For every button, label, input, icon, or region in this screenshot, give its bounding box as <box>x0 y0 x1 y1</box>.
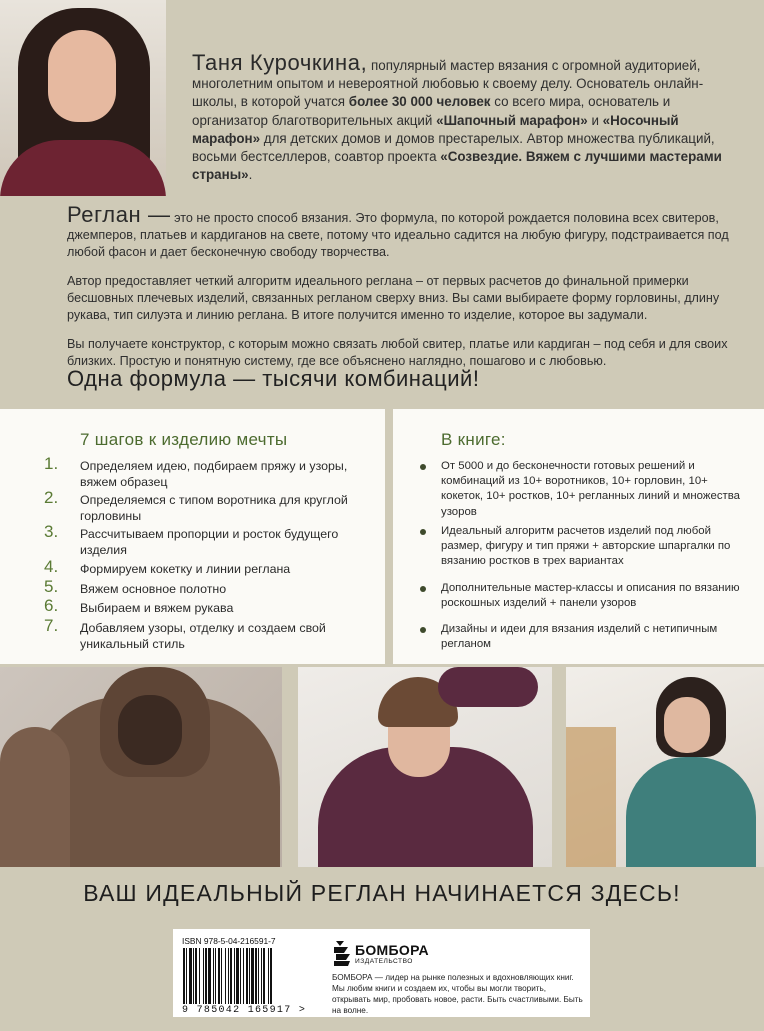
step-number: 7. <box>44 616 59 635</box>
book-features-title: В книге: <box>441 430 506 449</box>
book-feature-text: От 5000 и до бесконечности готовых решений и комбинаций из 10+ воротников, 10+ горловин, 10+ кокеток, 10+ ростков, 10+ регланных линий и множества узоров <box>441 460 740 518</box>
steps-title: 7 шагов к изделию мечты <box>80 430 288 449</box>
step-number: 6. <box>44 596 59 615</box>
step-text: Добавляем узоры, отделку и создаем свой уникальный стиль <box>80 621 326 651</box>
bullet-icon <box>420 586 426 592</box>
bullet-icon <box>420 529 426 535</box>
bio-text-2: со всего мира, основатель и организатор благотворительных акций <box>192 94 671 128</box>
reglan-section <box>67 202 747 370</box>
publisher-description: БОМБОРА — лидер на рынке полезных и вдохновляющих книг. Мы любим книги и создаем их, чтобы вы могли творить, открывать мир, пробовать новое, расти. Быть счастливыми. Быть на волне. <box>332 973 583 1015</box>
step-number: 2. <box>44 488 59 507</box>
step-text: Формируем кокетку и линии реглана <box>80 562 291 576</box>
author-photo <box>0 0 166 196</box>
isbn: ISBN 978-5-04-216591-7 <box>182 936 276 946</box>
step-number: 1. <box>44 454 59 473</box>
photo-teal-sweater <box>566 667 764 867</box>
step-text: Определяем идею, подбираем пряжу и узоры, вяжем образец <box>80 459 348 489</box>
photo-brown-sweater <box>0 667 282 867</box>
bio-text-3: для детских домов и домов престарелых. Автор множества публикаций, восьми бестселлеров, соавтор проекта <box>192 130 715 165</box>
publisher-name: БОМБОРА <box>355 942 429 958</box>
reglan-paragraph-3: Вы получаете конструктор, с которым можно связать любой свитер, платье или кардиган – под себя и для своих близких. Простую и понятную систему, где все объяснено наглядно, пошагово и с любовью. <box>67 337 728 368</box>
photo-purple-sweater <box>298 667 552 867</box>
book-feature-text: Дополнительные мастер-классы и описания по вязанию роскошных изделий + панели узоров <box>441 582 740 610</box>
step-number: 5. <box>44 577 59 596</box>
bio-campaign-socks: «Носочный марафон» <box>192 112 679 146</box>
step-text: Выбираем и вяжем рукава <box>80 601 234 615</box>
bio-students: более 30 000 человек <box>348 94 491 110</box>
barcode-digits: 9 785042 165917 > <box>182 1005 307 1016</box>
author-name: Таня Курочкина, <box>192 50 368 75</box>
step-text: Вяжем основное полотно <box>80 582 227 596</box>
book-feature-text: Дизайны и идеи для вязания изделий с нетипичным регланом <box>441 623 718 651</box>
bio-end: . <box>248 167 253 183</box>
step-number: 4. <box>44 557 59 576</box>
step-number: 3. <box>44 522 59 541</box>
reglan-paragraph-2: Автор предоставляет четкий алгоритм идеального реглана – от первых расчетов до финальной примерки бесшовных плечевых изделий, связанных регланом сверху вниз. Вы сами выбираете форму горловины, длину рукава, тип силуэта и линию реглана. В итоге получится именно то изделие, которое вы задумали. <box>67 274 720 322</box>
bio-text-1: популярный мастер вязания с огромной аудиторией, многолетним опытом и невероятной любовью к своему делу. Основатель онлайн-школы, в которой учатся <box>192 58 704 110</box>
reglan-intro: это не просто способ вязания. Это формула, по которой рождается половина всех свитеров, джемперов, платьев и кардиганов на свете, потому что идеально садится на любую фигуру, подстраивается под любой фасон и дает бесконечную свободу творчества. <box>67 211 729 259</box>
bio-project: «Созвездие. Вяжем с лучшими мастерами страны» <box>192 149 722 183</box>
bullet-icon <box>420 464 426 470</box>
author-bio <box>192 50 747 184</box>
slogan: ВАШ ИДЕАЛЬНЫЙ РЕГЛАН НАЧИНАЕТСЯ ЗДЕСЬ! <box>83 880 681 906</box>
bio-campaign-hats: «Шапочный марафон» <box>436 112 588 128</box>
barcode-icon <box>182 948 322 1006</box>
bombora-logo-icon <box>332 939 352 967</box>
reglan-heading: Реглан — <box>67 202 171 227</box>
publisher-subtitle: ИЗДАТЕЛЬСТВО <box>355 958 413 965</box>
book-feature-text: Идеальный алгоритм расчетов изделий под любой размер, фигуру и тип пряжи + авторские шпаргалки по вязанию ростков в трех вариантах <box>441 525 731 568</box>
bullet-icon <box>420 627 426 633</box>
formula-heading: Одна формула — тысячи комбинаций! <box>67 366 480 391</box>
step-text: Определяемся с типом воротника для круглой горловины <box>80 493 348 523</box>
bio-and: и <box>591 112 599 128</box>
step-text: Рассчитываем пропорции и росток будущего изделия <box>80 527 339 557</box>
